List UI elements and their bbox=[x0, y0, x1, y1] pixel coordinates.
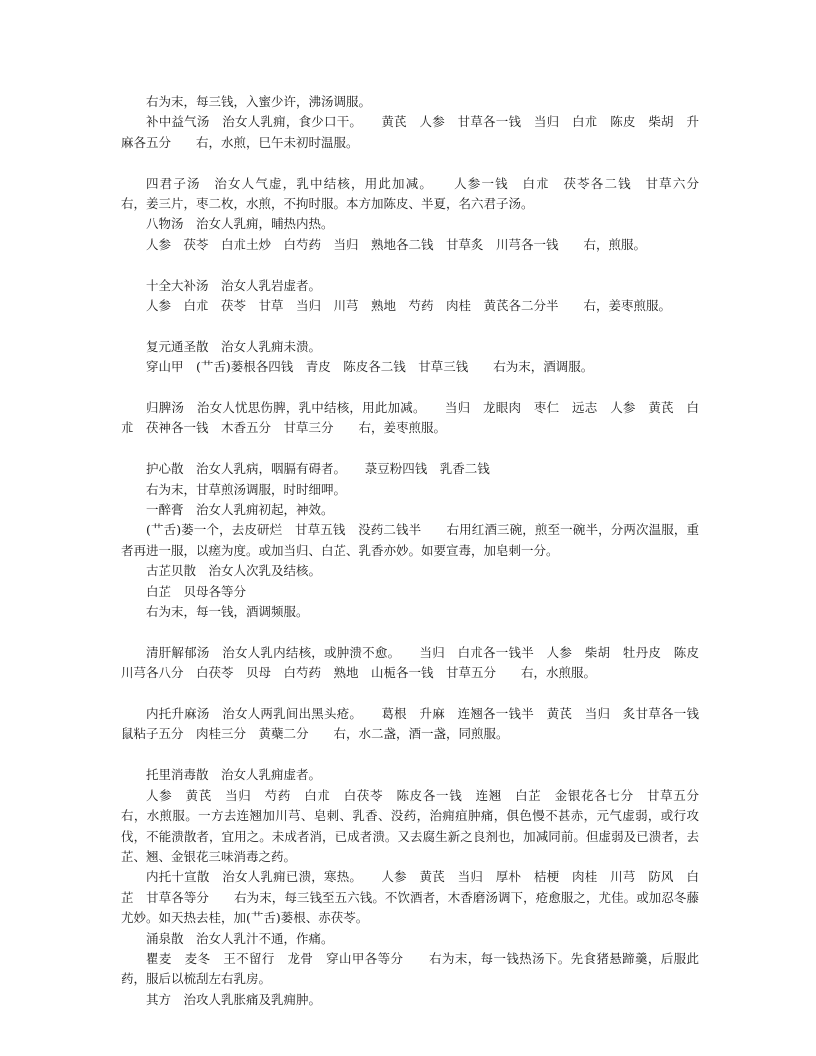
paragraph: 清肝解郁汤 治女人乳内结核，或肿溃不愈。 当归 白朮各一钱半 人参 柴胡 牡丹皮 陈皮 川芎各八分 白茯苓 贝母 白芍药 熟地 山栀各一钱 甘草五分 右，水煎服。 bbox=[121, 644, 712, 681]
paragraph: 八物汤 治女人乳痈，晡热内热。 bbox=[146, 216, 334, 232]
paragraph: 归脾汤 治女人忧思伤脾，乳中结核，用此加减。 当归 龙眼肉 枣仁 远志 人参 黄芪 白朮 茯神各一钱 木香五分 甘草三分 右，姜枣煎服。 bbox=[121, 400, 699, 436]
document-page bbox=[121, 92, 725, 1010]
paragraph-gap bbox=[121, 255, 699, 275]
paragraph: 涌泉散 治女人乳汁不通，作痛。 bbox=[146, 930, 334, 946]
paragraph: 人参 黄芪 当归 芍药 白朮 白茯苓 陈皮各一钱 连翘 白芷 金银花各七分 甘草五分 右，水煎服。一方去连翘加川芎、皂刺、乳香、没药，治痈疽肿痛，俱色慢不甚赤，元气虚弱，或行攻伐，不能溃散者，宜用之。未成者消，已成者溃。又去腐生新之良剂也，加减同前。但虚弱及已溃者，去芷、翘、金银花三味消毒之药。 bbox=[121, 787, 725, 864]
paragraph: 右为末，甘草煎汤调服，时时细呷。 bbox=[146, 481, 347, 497]
paragraph: 十全大补汤 治女人乳岩虚者。 bbox=[146, 277, 322, 293]
paragraph: 穿山甲 (艹舌)蒌根各四钱 青皮 陈皮各二钱 甘草三钱 右为末，酒调服。 bbox=[146, 359, 594, 375]
paragraph-gap bbox=[121, 684, 699, 704]
paragraph: 白芷 贝母各等分 bbox=[146, 583, 247, 599]
paragraph-gap bbox=[121, 745, 699, 765]
paragraph: 瞿麦 麦冬 王不留行 龙骨 穿山甲各等分 右为末，每一钱热汤下。先食猪悬蹄羹，后服此药，服后以梳刮左右乳房。 bbox=[121, 950, 699, 987]
paragraph-gap bbox=[121, 378, 699, 398]
paragraph: 人参 茯苓 白朮土炒 白芍药 当归 熟地各二钱 甘草炙 川芎各一钱 右，煎服。 bbox=[146, 236, 647, 252]
paragraph: 内托十宣散 治女人乳痈已溃，寒热。 人参 黄芪 当归 厚朴 桔梗 肉桂 川芎 防风 白芷 甘草各等分 右为末，每三钱至五六钱。不饮酒者，木香磨汤调下，疮愈服之，尤佳。或加忍冬藤尤妙。如天热去桂，加(艹舌)蒌根、赤茯苓。 bbox=[121, 869, 699, 926]
paragraph: 护心散 治女人乳病，咽膈有碍者。 菉豆粉四钱 乳香二钱 bbox=[146, 461, 490, 477]
paragraph: 补中益气汤 治女人乳痈，食少口干。 黄芪 人参 甘草各一钱 当归 白朮 陈皮 柴胡 升麻各五分 右，水煎，巳午未初时温服。 bbox=[121, 114, 699, 150]
paragraph: 古芷贝散 治女人次乳及结核。 bbox=[146, 563, 322, 579]
paragraph: 人参 白朮 茯苓 甘草 当归 川芎 熟地 芍药 肉桂 黄芪各二分半 右，姜枣煎服。 bbox=[146, 298, 672, 314]
paragraph-gap bbox=[121, 153, 699, 173]
paragraph-gap bbox=[121, 316, 699, 336]
paragraph: 复元通圣散 治女人乳痈未溃。 bbox=[146, 338, 322, 354]
paragraph: 托里消毒散 治女人乳痈虚者。 bbox=[146, 767, 322, 783]
paragraph: 内托升麻汤 治女人两乳间出黑头疮。 葛根 升麻 连翘各一钱半 黄芪 当归 炙甘草各一钱 鼠粘子五分 肉桂三分 黄蘗二分 右，水二盏，酒一盏，同煎服。 bbox=[121, 706, 712, 742]
paragraph: (艹舌)蒌一个，去皮研烂 甘草五钱 没药二钱半 右用红酒三碗，煎至一碗半，分两次温服，重者再进一服，以瘥为度。或加当归、白芷、乳香亦妙。如要宣毒，加皂刺一分。 bbox=[121, 522, 699, 558]
paragraph: 一醉膏 治女人乳痈初起，神效。 bbox=[146, 502, 334, 518]
paragraph: 右为末，每三钱，入蜜少许，沸汤调服。 bbox=[146, 94, 372, 109]
paragraph: 四君子汤 治女人气虚，乳中结核，用此加减。 人参一钱 白朮 茯苓各二钱 甘草六分 右，姜三片，枣二枚，水煎，不拘时服。本方加陈皮、半夏，名六君子汤。 bbox=[121, 175, 725, 212]
paragraph: 其方 治攻人乳胀痛及乳痈肿。 bbox=[146, 991, 322, 1007]
paragraph-gap bbox=[121, 622, 699, 642]
paragraph-gap bbox=[121, 439, 699, 459]
paragraph: 右为末，每一钱，酒调频服。 bbox=[146, 604, 309, 620]
